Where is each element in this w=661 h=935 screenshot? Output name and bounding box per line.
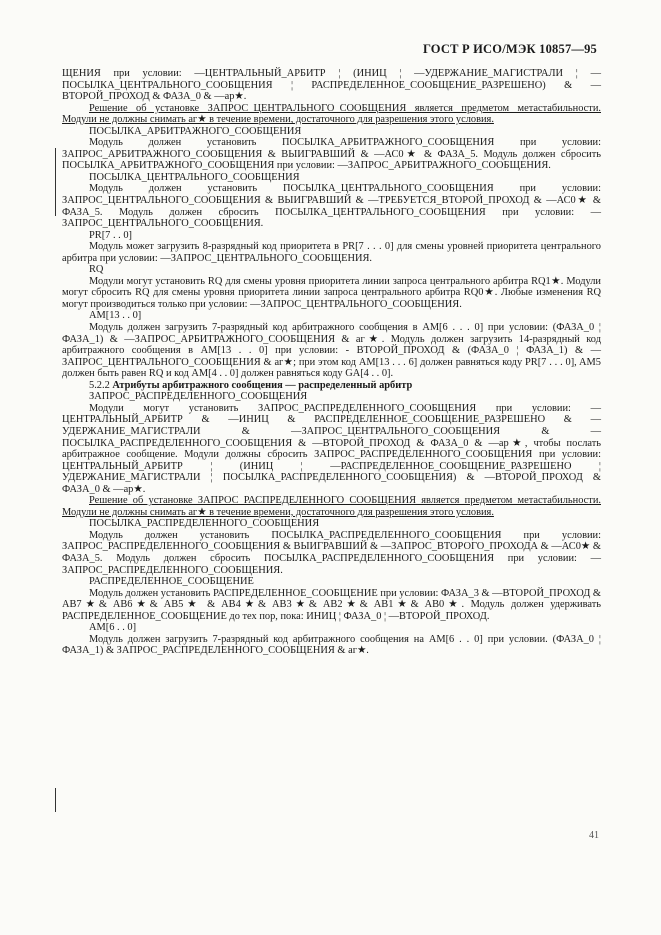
paragraph: Модуль может загрузить 8-разрядный код приоритета в PR[7 . . . 0] для смены уровней приоритета центрального арбитра при условии: —ЗАПРОС_ЦЕНТРАЛЬНОГО_СООБЩЕНИЯ.	[62, 241, 601, 264]
document-body	[62, 68, 601, 657]
term-heading: RQ	[89, 264, 104, 276]
note-paragraph: Решение об установке ЗАПРОС_РАСПРЕДЕЛЕННОГО_СООБЩЕНИЯ является предметом метастабильности. Модули не должны снимать аг★ в течение времени, достаточного для разрешения этого условия.	[62, 495, 601, 518]
section-heading	[62, 380, 601, 392]
paragraph: Модуль должен загрузить 7-разрядный код арбитражного сообщения в AM[6 . . . 0] при условии: (ФАЗА_0 ¦ ФАЗА_1) & —ЗАПРОС_АРБИТРАЖНОГО_СООБЩЕНИЯ & аг★. Модуль должен загрузить 14-разрядный код арбитражного сообщения в AM[13 . . 0] при условии: - ВТОРОЙ_ПРОХОД & (ФАЗА_0 ¦ ФАЗА_1) & —ЗАПРОС_ЦЕНТРАЛЬНОГО_СООБЩЕНИЯ & аг★; при этом код AM[13 . . . 6] должен равняться коду PR[7 . . . 0], AM5 должен быть равен RQ и код AM[4 . . 0] должен равняться коду GA[4 . . 0].	[62, 322, 601, 380]
note-paragraph: Решение об установке ЗАПРОС_ЦЕНТРАЛЬНОГО_СООБЩЕНИЯ является предметом метастабильности. Модули не должны снимать аг★ в течение времени, достаточного для разрешения этого условия.	[62, 102, 601, 126]
term-heading: AM[6 . . 0]	[89, 622, 137, 634]
paragraph: Модуль должен установить РАСПРЕДЕЛЕННОЕ_СООБЩЕНИЕ при условии: ФАЗА_3 & —ВТОРОЙ_ПРОХОД & AB7★& AB6★& AB5★ & AB4★& AB3★& AB2★& AB1★& AB0★. Модуль должен удерживать РАСПРЕДЕЛЕННОЕ_СООБЩЕНИЕ до тех пор, пока: ИНИЦ ¦ ФАЗА_0 ¦ —ВТОРОЙ_ПРОХОД.	[62, 587, 602, 622]
paragraph: ЩЕНИЯ при условии: —ЦЕНТРАЛЬНЫЙ_АРБИТР ¦ (ИНИЦ ¦ —УДЕРЖАНИЕ_МАГИСТРАЛИ ¦ —ПОСЫЛКА_ЦЕНТРАЛЬНОГО_СООБЩЕНИЯ ¦ РАСПРЕДЕЛЕННОЕ_СООБЩЕНИЕ_РАЗРЕШЕНО) & —ВТОРОЙ_ПРОХОД & ФАЗА_0 & —ар★.	[62, 68, 601, 103]
paragraph: Модуль должен загрузить 7-разрядный код арбитражного сообщения на AM[6 . . 0] при условии. (ФАЗА_0 ¦ ФАЗА_1) & ЗАПРОС_РАСПРЕДЕЛЕННОГО_СООБЩЕНИЯ & аг★.	[62, 633, 601, 657]
term-heading: PR[7 . . 0]	[89, 229, 133, 241]
paragraph: Модуль должен установить ПОСЫЛКА_ЦЕНТРАЛЬНОГО_СООБЩЕНИЯ при условии: ЗАПРОС_ЦЕНТРАЛЬНОГО_СООБЩЕНИЯ & ВЫИГРАВШИЙ & —ТРЕБУЕТСЯ_ВТОРОЙ_ПРОХОД & —АС0★ & ФАЗА_5. Модуль должен сбросить ПОСЫЛКА_ЦЕНТРАЛЬНОГО_СООБЩЕНИЯ при условии: —ЗАПРОС_ЦЕНТРАЛЬНОГО_СООБЩЕНИЯ.	[62, 183, 601, 230]
revision-bar-bottom	[55, 788, 56, 812]
term-heading: ПОСЫЛКА_РАСПРЕДЕЛЕННОГО_СООБЩЕНИЯ	[89, 518, 320, 530]
term-heading: ЗАПРОС_РАСПРЕДЕЛЕННОГО_СООБЩЕНИЯ	[89, 391, 308, 403]
section-title: Атрибуты арбитражного сообщения — распределенный арбитр	[112, 379, 413, 391]
term-heading: AM[13 . . 0]	[89, 310, 142, 322]
section-number: 5.2.2	[89, 379, 110, 391]
term-heading: РАСПРЕДЕЛЕННОЕ_СООБЩЕНИЕ	[89, 576, 254, 588]
paragraph: Модуль должен установить ПОСЫЛКА_АРБИТРАЖНОГО_СООБЩЕНИЯ при условии: ЗАПРОС_АРБИТРАЖНОГО_СООБЩЕНИЯ & ВЫИГРАВШИЙ & —АС0★ & ФАЗА_5. Модуль должен сбросить ПОСЫЛКА_АРБИТРАЖНОГО_СООБЩЕНИЯ при условии: —ЗАПРОС_АРБИТРАЖНОГО_СООБЩЕНИЯ.	[62, 137, 601, 172]
term-heading: ПОСЫЛКА_АРБИТРАЖНОГО_СООБЩЕНИЯ	[89, 125, 302, 137]
revision-bar-top	[55, 148, 56, 216]
page-number: 41	[589, 830, 599, 841]
term-heading: ПОСЫЛКА_ЦЕНТРАЛЬНОГО_СООБЩЕНИЯ	[89, 171, 300, 183]
paragraph: Модули могут установить ЗАПРОС_РАСПРЕДЕЛЕННОГО_СООБЩЕНИЯ при условии: —ЦЕНТРАЛЬНЫЙ_АРБИТР & —ИНИЦ & РАСПРЕДЕЛЕННОЕ_СООБЩЕНИЕ_РАЗРЕШЕНО & —УДЕРЖАНИЕ_МАГИСТРАЛИ & —ЗАПРОС_ЦЕНТРАЛЬНОГО_СООБЩЕНИЯ & —ПОСЫЛКА_РАСПРЕДЕЛЕННОГО_СООБЩЕНИЯ & —ВТОРОЙ_ПРОХОД & ФАЗА_0 & —ар★, чтобы послать арбитражное сообщение. Модули должны сбросить ЗАПРОС_РАСПРЕДЕЛЕННОГО_СООБЩЕНИЯ при условии: ЦЕНТРАЛЬНЫЙ_АРБИТР ¦ (ИНИЦ ¦ —РАСПРЕДЕЛЕННОЕ_СООБЩЕНИЕ_РАЗРЕШЕНО ¦ УДЕРЖАНИЕ_МАГИСТРАЛИ ¦ ПОСЫЛКА_РАСПРЕДЕЛЕННОГО_СООБЩЕНИЯ) & —ВТОРОЙ_ПРОХОД & ФАЗА_0 & —ар★.	[62, 402, 601, 495]
paragraph: Модуль должен установить ПОСЫЛКА_РАСПРЕДЕЛЕННОГО_СООБЩЕНИЯ при условии: ЗАПРОС_РАСПРЕДЕЛЕННОГО_СООБЩЕНИЯ & ВЫИГРАВШИЙ & —ЗАПРОС_ВТОРОГО_ПРОХОДА & —АС0★ & ФАЗА_5. Модуль должен сбросить ПОСЫЛКА_РАСПРЕДЕЛЕННОГО_СООБЩЕНИЯ при условии: —ЗАПРОС_РАСПРЕДЕЛЕННОГО_СООБЩЕНИЯ.	[62, 529, 601, 576]
paragraph: Модули могут установить RQ для смены уровня приоритета линии запроса центрального арбитра RQ1★. Модули могут сбросить RQ для смены уровня приоритета линии запроса центрального арбитра RQ0★. Любые изменения RQ могут производиться только при условии: —ЗАПРОС_ЦЕНТРАЛЬНОГО_СООБЩЕНИЯ.	[62, 275, 601, 310]
standard-header: ГОСТ Р ИСО/МЭК 10857—95	[422, 42, 597, 56]
